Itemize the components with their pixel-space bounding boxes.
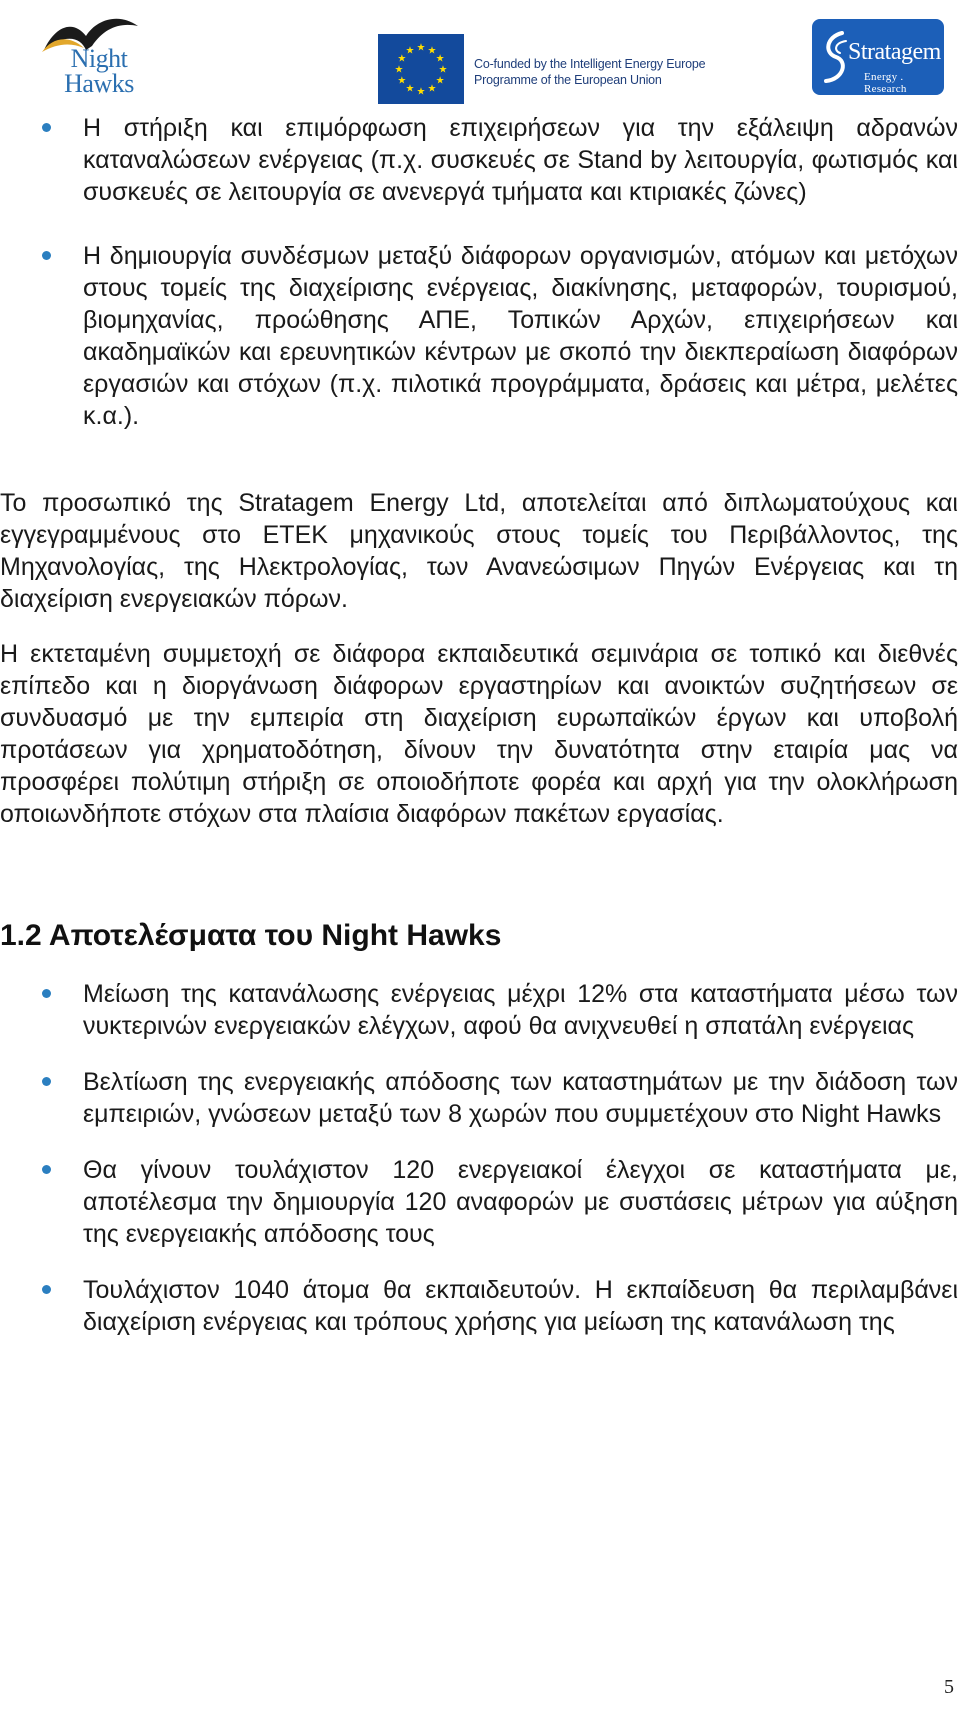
bullet-icon (42, 1077, 51, 1086)
bullet-icon (42, 123, 51, 132)
document-body (0, 112, 958, 1338)
list-item-text: Θα γίνουν τουλάχιστον 120 ενεργειακοί έλεγχοι σε καταστήματα με, αποτέλεσμα την δημιουργία 120 αναφορών με συστάσεις μέτρων για αύξηση της ενεργειακής απόδοσης τους (83, 1156, 958, 1248)
list-item-text: Βελτίωση της ενεργειακής απόδοσης των καταστημάτων με την διάδοση των εμπειριών, γνώσεων μεταξύ των 8 χωρών που συμμετέχουν στο Night Hawks (83, 1068, 958, 1128)
eu-star-icon: ★ (427, 83, 437, 95)
eu-star-icon: ★ (416, 42, 426, 54)
eu-star-icon: ★ (397, 53, 407, 65)
paragraph-experience: Η εκτεταμένη συμμετοχή σε διάφορα εκπαιδευτικά σεμινάρια σε τοπικό και διεθνές επίπεδο και η διοργάνωση διάφορων εργαστηρίων και ανοικτών συζητήσεων σε συνδυασμό με την εμπειρία στη διαχείριση ευρωπαϊκών έργων και υποβολή προτάσεων για χρηματοδότηση, δίνουν την δυνατότητα στην εταιρία μας να προσφέρει πολύτιμη στήριξη σε οποιοδήποτε φορέα και αρχή για την ολοκλήρωση οποιωνδήποτε στόχων στα πλαίσια διαφόρων πακέτων εργασίας. (0, 640, 958, 828)
eu-star-icon: ★ (416, 86, 426, 98)
bullet-icon (42, 989, 51, 998)
list-item-text: Μείωση της κατανάλωσης ενέργειας μέχρι 12% στα καταστήματα μέσω των νυκτερινών ενεργειακών ελέγχων, αφού θα ανιχνευθεί η σπατάλη ενέργειας (83, 980, 958, 1040)
logo-line-hawks: Hawks (64, 69, 134, 98)
bullet-list-goals (0, 112, 958, 432)
paragraph-staff: Το προσωπικό της Stratagem Energy Ltd, αποτελείται από διπλωματούχους και εγγεγραμμένους στο ΕΤΕΚ μηχανικούς στους τομείς του Περιβάλλοντος, της Μηχανολογίας, της Ηλεκτρολογίας, των Ανανεώσιμων Πηγών Ενέργειας και τη διαχείριση ενεργειακών πόρων. (0, 489, 958, 613)
eu-star-icon: ★ (397, 75, 407, 87)
list-item-text: Τουλάχιστον 1040 άτομα θα εκπαιδευτούν. Η εκπαίδευση θα περιλαμβάνει διαχείριση ενέργειας και τρόπους χρήσης για μείωση της κατανάλωση της (83, 1276, 958, 1336)
bullet-icon (42, 251, 51, 260)
bullet-icon (42, 1285, 51, 1294)
stratagem-swirl-icon (820, 27, 850, 87)
list-item (0, 1066, 958, 1130)
eu-star-icon: ★ (435, 53, 445, 65)
list-item-text: Η δημιουργία συνδέσμων μεταξύ διάφορων οργανισμών, ατόμων και μετόχων στους τομείς της διαχείρισης ενέργειας, διακίνησης, μεταφορών, τουρισμού, βιομηχανίας, προώθησης ΑΠΕ, Τοπικών Αρχών, επιχειρήσεων και ακαδημαϊκών και ερευνητικών κέντρων με σκοπό την διεκπεραίωση διαφόρων εργασιών και στόχων (π.χ. πιλοτικά προγράμματα, δράσεις και μέτρα, μελέτες κ.α.). (83, 242, 958, 430)
stratagem-logo (812, 19, 944, 95)
bullet-list-results (0, 978, 958, 1338)
stratagem-name: Stratagem (848, 39, 941, 65)
eu-star-icon: ★ (405, 45, 415, 57)
eu-star-icon: ★ (394, 64, 404, 76)
night-hawks-logo (40, 10, 140, 96)
eu-star-icon: ★ (435, 75, 445, 87)
list-item (0, 112, 958, 208)
list-item (0, 1154, 958, 1250)
eu-text-line1: Co-funded by the Intelligent Energy Europe (474, 57, 706, 71)
list-item-text: Η στήριξη και επιμόρφωση επιχειρήσεων για την εξάλειψη αδρανών καταναλώσεων ενέργειας (π.χ. συσκευές σε Stand by λειτουργία, φωτισμός και συσκευές σε λειτουργία σε ανενεργά τμήματα και κτιριακές ζώνες) (83, 114, 958, 206)
eu-text-line2: Programme of the European Union (474, 73, 662, 87)
eu-star-icon: ★ (438, 64, 448, 76)
list-item (0, 240, 958, 432)
stratagem-tagline: Energy . Research (864, 71, 907, 95)
page-number: 5 (944, 1676, 954, 1698)
eu-star-icon: ★ (427, 45, 437, 57)
list-item (0, 1274, 958, 1338)
logo-line-night: Night (70, 44, 128, 73)
section-heading: 1.2 Αποτελέσματα του Night Hawks (0, 919, 502, 952)
list-item (0, 978, 958, 1042)
eu-flag-icon (378, 34, 464, 104)
eu-cofunding-text (474, 56, 734, 88)
bullet-icon (42, 1165, 51, 1174)
night-hawks-wordmark (54, 46, 144, 96)
eu-star-icon: ★ (405, 83, 415, 95)
page-header (0, 0, 960, 110)
